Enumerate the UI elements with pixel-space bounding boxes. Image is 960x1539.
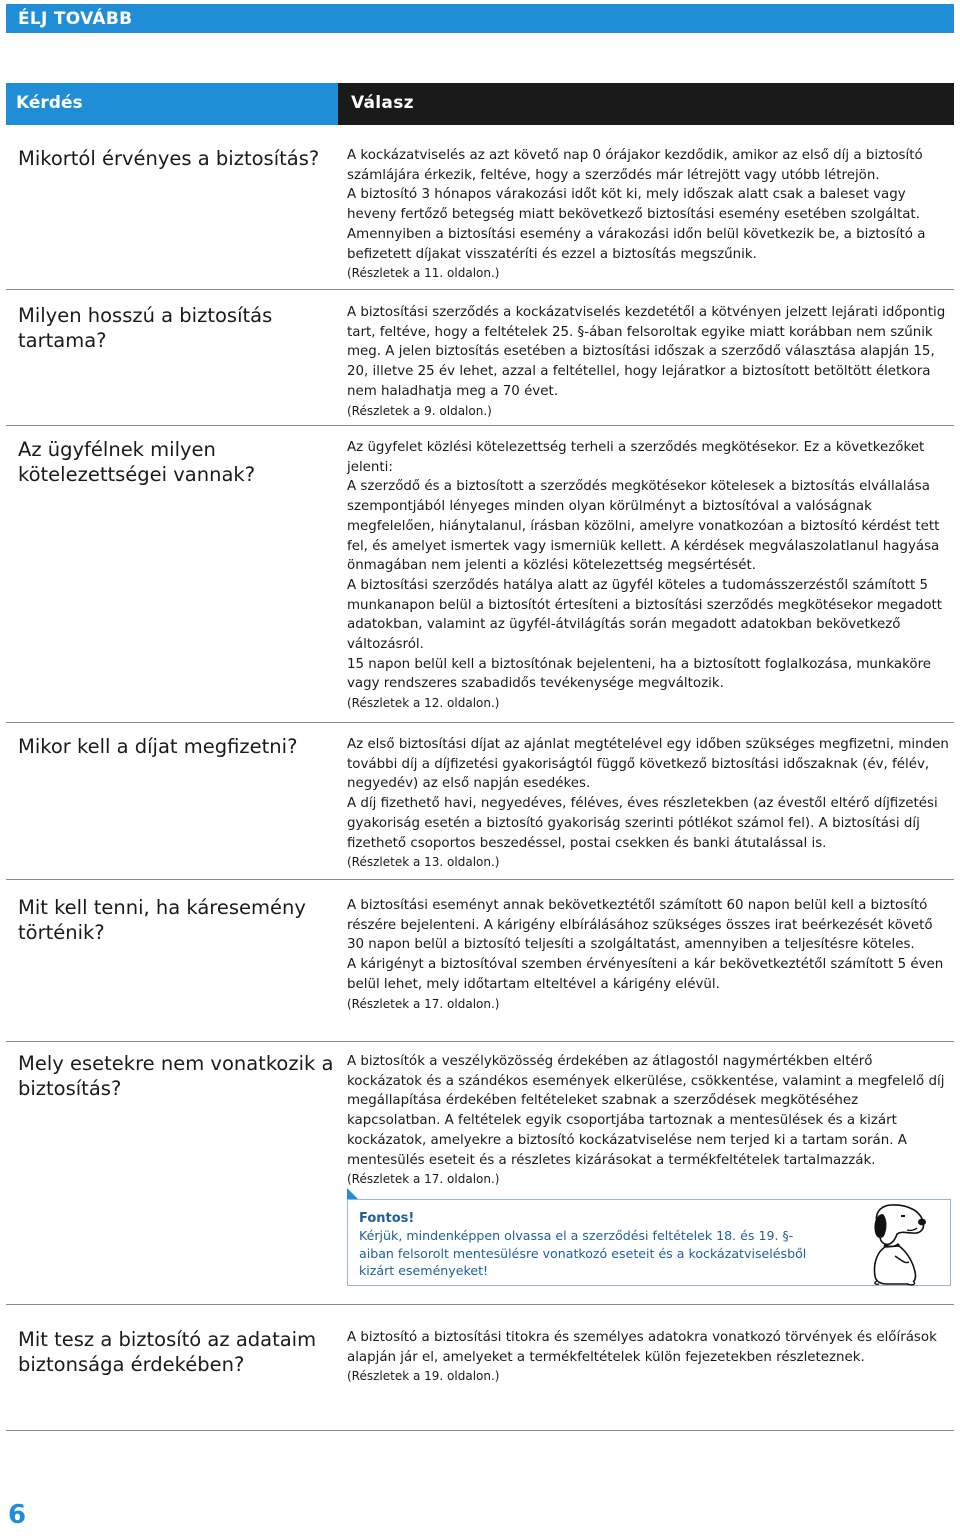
answer-3-paragraph: Az ügyfelet közlési kötelezettség terheli a szerződés megkötésekor. Ez a következőket jelenti:	[347, 440, 925, 475]
answer-1-paragraph: A biztosító 3 hónapos várakozási időt köt ki, mely időszak alatt csak a baleset vagy heveny fertőző betegség miatt bekövetkező biztosítási esemény esetében szolgáltat.	[347, 187, 920, 223]
answer-5-paragraph: A kárigényt a biztosítóval szemben érvényesíteni a kár bekövetkeztétől számított 5 éven belül lehet, mely időtartam elteltével a kárigény elévül.	[347, 957, 944, 992]
row-divider	[6, 1041, 954, 1042]
row-divider	[6, 1430, 954, 1431]
answer-1	[347, 146, 949, 282]
answer-3	[347, 438, 949, 712]
answer-6	[347, 1052, 949, 1188]
question-7: Mit tesz a biztosító az adataim biztonsága érdekében?	[18, 1328, 317, 1376]
page-reference: (Részletek a 17. oldalon.)	[347, 996, 500, 1011]
answer-2	[347, 303, 949, 420]
question-4: Mikor kell a díjat megfizetni?	[18, 735, 298, 758]
question-3: Az ügyfélnek milyen kötelezettségei vannak?	[18, 438, 256, 486]
question-1: Mikortól érvényes a biztosítás?	[18, 147, 320, 170]
question-6: Mely esetekre nem vonatkozik a biztosítás?	[18, 1052, 334, 1100]
answer-7-paragraph: A biztosító a biztosítási titokra és személyes adatokra vonatkozó törvények és előírások alapján jár el, amelyeket a termékfeltételek külön fejezetekben részleteznek.	[347, 1330, 937, 1365]
answer-6-paragraph: A biztosítók a veszélyközösség érdekében az átlagostól nagymértékben eltérő kockázatok és a szándékos események elkerülése, csökkentése, valamint a megfelelő díj megállapítása érdekében feltételeket szabnak a szerződések megkötéséhez kapcsolatban. A feltételek egyik csoportjába tartoznak a mentesülések és a kizárt kockázatok, amelyekre a biztosító kockázatviselése nem terjed ki a tartam során. A mentesülés eseteit és a részletes kizárásokat a termékfeltételek tartalmazzák.	[347, 1054, 945, 1168]
answer-4-paragraph: Az első biztosítási díjat az ajánlat megtételével egy időben szükséges megfizetni, minden további díj a díjfizetési gyakoriságtól függő következő biztosítási időszaknak (év, félév, negyedév) az első napján esedékes.	[347, 737, 949, 792]
answer-3-paragraph: A szerződő és a biztosított a szerződés megkötésekor kötelesek a biztosítás elvállalása szempontjából lényeges minden olyan körülményt a biztosítóval a valóságnak megfelelően, hiánytalanul, írásban közölni, amelyre vonatkozóan a biztosító kérdést tett fel, és amelyet ismertek vagy ismerniük kellett. A kérdések megválaszolatlanul hagyása önmagában nem jelenti a közlési kötelezettség megsértését.	[347, 479, 940, 574]
answer-5-paragraph: A biztosítási eseményt annak bekövetkeztétől számított 60 napon belül kell a biztosító részére bejelenteni. A kárigény elbírálásához szükséges összes irat beérkezését követő 30 napon belül a biztosító teljesíti a szolgáltatást, amennyiben a teljesítésre köteles.	[347, 898, 933, 953]
note-body: Kérjük, mindenképpen olvassa el a szerződési feltételek 18. és 19. §-aiban felsorolt mentesülésre vonatkozó eseteit és a kockázatviselésből kizárt eseményeket!	[359, 1228, 807, 1278]
page-reference: (Részletek a 11. oldalon.)	[347, 266, 500, 281]
question-5: Mit kell tenni, ha káresemény történik?	[18, 896, 306, 944]
answer-7	[347, 1328, 949, 1385]
row-divider	[6, 425, 954, 426]
row-divider	[6, 722, 954, 723]
page-reference: (Részletek a 19. oldalon.)	[347, 1369, 500, 1384]
page-reference: (Részletek a 13. oldalon.)	[347, 855, 500, 870]
answer-5	[347, 896, 949, 1013]
answer-4-paragraph: A díj fizethető havi, negyedéves, féléves, éves részletekben (az évestől eltérő díjfizetési gyakoriság esetén a biztosító gyakoriság szerinti pótlékot számol fel). A biztosítási díj fizethető csoportos beszedéssel, postai csekken és banki átutalással is.	[347, 796, 938, 851]
answer-2-paragraph: A biztosítási szerződés a kockázatviselés kezdetétől a kötvényen jelzett lejárati időpontig tart, feltéve, hogy a feltételek 25. §-ában felsoroltak egyike miatt korábban nem szűnik meg. A jelen biztosítás esetében a biztosítási időszak a szerződő választása alapján 15, 20, illetve 25 év lehet, azzal a feltétellel, hogy lejáratkor a biztosított betöltött életkora nem haladhatja meg a 70 évet.	[347, 305, 946, 399]
page-reference: (Részletek a 9. oldalon.)	[347, 403, 492, 418]
snoopy-illustration-icon	[851, 1200, 933, 1286]
answer-1-paragraph: Amennyiben a biztosítási esemény a várakozási időn belül következik be, a biztosító a befizetett díjakat visszatéríti és ezzel a biztosítás megszűnik.	[347, 226, 926, 262]
answer-3-paragraph: 15 napon belül kell a biztosítónak bejelenteni, ha a biztosított foglalkozása, munkaköre vagy rendszeres szabadidős tevékenysége megváltozik.	[347, 656, 932, 692]
important-note-box	[347, 1199, 951, 1286]
answer-1-paragraph: A kockázatviselés az azt követő nap 0 órájakor kezdődik, amikor az első díj a biztosító számlájára érkezik, feltéve, hogy a szerződés már létrejött vagy utóbb létrejön.	[347, 148, 923, 183]
question-2: Milyen hosszú a biztosítás tartama?	[18, 304, 273, 352]
answer-4	[347, 735, 949, 871]
page-reference: (Részletek a 17. oldalon.)	[347, 1172, 500, 1187]
row-divider	[6, 879, 954, 880]
question-column-header: Kérdés	[6, 83, 338, 125]
page-reference: (Részletek a 12. oldalon.)	[347, 696, 500, 711]
answer-3-paragraph: A biztosítási szerződés hatálya alatt az ügyfél köteles a tudomásszerzéstől számított 5 munkanapon belül a biztosítót értesíteni a biztosítási szerződés megkötésekor megadott adatokban, valamint az ügyfél-átvilágítás során megadott adatokban bekövetkező változásról.	[347, 577, 943, 653]
page-number: 6	[8, 1500, 27, 1530]
note-title: Fontos!	[359, 1211, 415, 1226]
row-divider	[6, 289, 954, 290]
row-divider	[6, 1304, 954, 1305]
answer-column-header: Válasz	[338, 83, 954, 125]
section-banner: ÉLJ TOVÁBB	[6, 4, 954, 33]
